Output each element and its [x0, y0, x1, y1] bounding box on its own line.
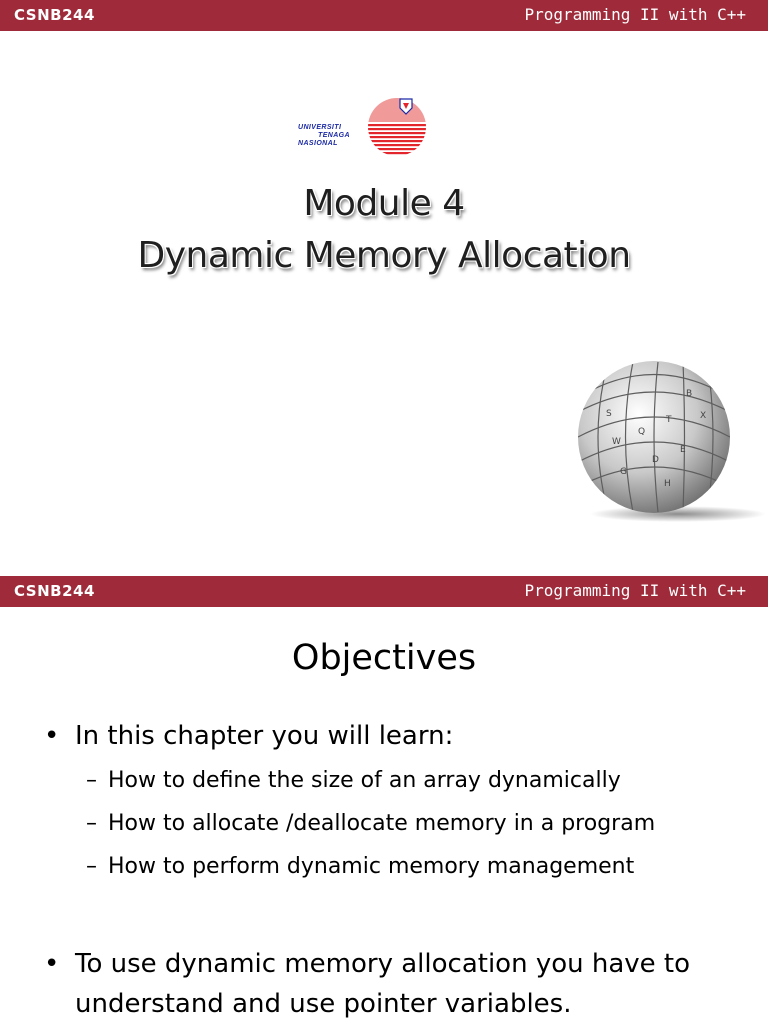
sub-bullet-item [86, 766, 726, 796]
svg-text:E: E [680, 445, 686, 455]
svg-text:B: B [686, 389, 693, 399]
slide-heading: Objectives [291, 638, 477, 678]
university-logo [298, 94, 428, 158]
bullet-item [44, 944, 744, 1024]
svg-text:D: D [652, 455, 659, 465]
logo-word-1: UNIVERSITI [298, 124, 342, 131]
sub-bullet-item [86, 809, 726, 839]
dash-icon: – [86, 768, 97, 793]
dash-icon: – [86, 811, 97, 836]
svg-text:X: X [700, 411, 707, 421]
sub-bullet-text: How to allocate /deallocate memory in a program [108, 811, 656, 836]
header-bar [0, 576, 768, 607]
sub-bullet-text: How to define the size of an array dynamically [108, 768, 621, 793]
sub-bullet-text: How to perform dynamic memory management [108, 854, 635, 879]
course-name: Programming II with C++ [524, 581, 746, 600]
slide-objectives [0, 576, 768, 1024]
logo-word-2: TENAGA [318, 132, 350, 139]
header-bar [0, 0, 768, 31]
bullet-text: In this chapter you will learn: [75, 721, 454, 751]
module-title [0, 178, 768, 282]
svg-text:T: T [666, 415, 672, 425]
bullet-item [44, 716, 744, 756]
svg-text:W: W [612, 437, 621, 447]
course-code: CSNB244 [14, 6, 95, 24]
bullet-text: To use dynamic memory allocation you have to understand and use pointer variables. [75, 949, 691, 1019]
svg-text:G: G [620, 467, 627, 477]
course-name: Programming II with C++ [524, 5, 746, 24]
svg-text:S: S [606, 409, 612, 419]
bullet-dot-icon: • [44, 721, 60, 751]
logo-word-3: NASIONAL [298, 140, 338, 147]
dash-icon: – [86, 854, 97, 879]
module-number: Module 4 [303, 183, 465, 224]
course-code: CSNB244 [14, 582, 95, 600]
module-topic: Dynamic Memory Allocation [137, 235, 631, 276]
keyboard-globe-image [568, 352, 768, 528]
university-logo-wordmark [298, 124, 370, 148]
svg-text:H: H [664, 479, 671, 489]
university-emblem-icon [366, 94, 428, 158]
sub-bullet-item [86, 852, 726, 882]
svg-text:Q: Q [638, 427, 646, 437]
bullet-dot-icon: • [44, 949, 60, 979]
